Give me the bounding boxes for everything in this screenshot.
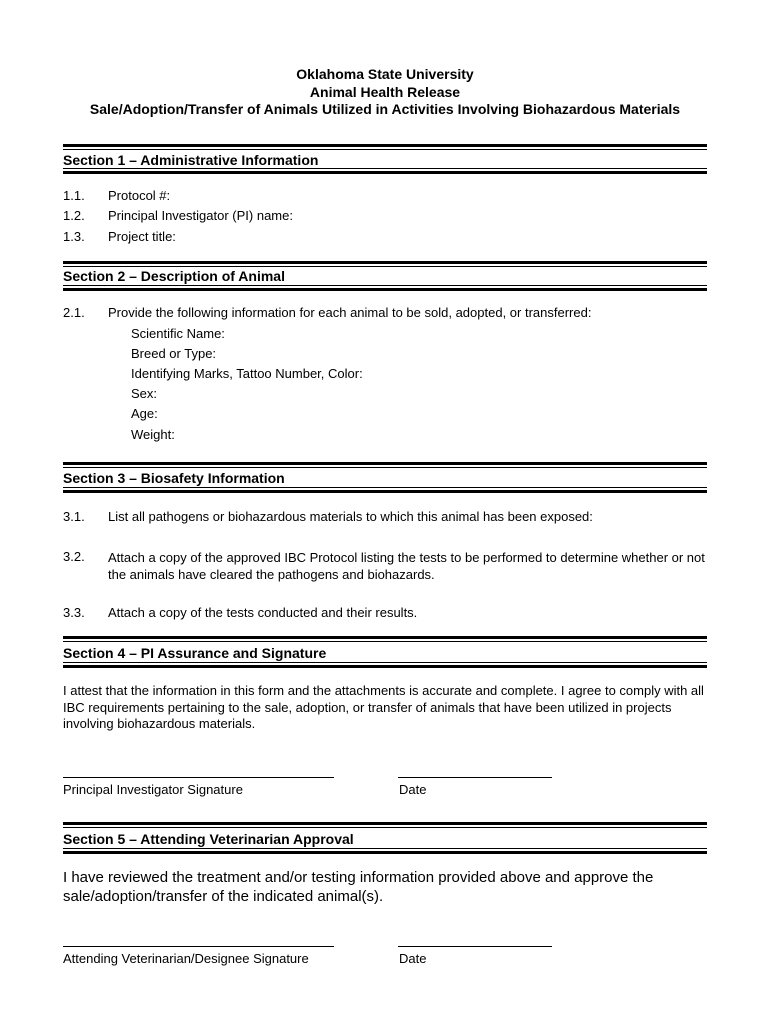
age-label: Age: — [131, 406, 158, 421]
animal-info-instruction: Provide the following information for each animal to be sold, adopted, or transferred: — [108, 305, 592, 320]
university-name: Oklahoma State University — [296, 66, 474, 82]
protocol-number-label: Protocol #: — [108, 188, 171, 203]
section-1-title: Section 1 – Administrative Information — [63, 152, 319, 168]
section-rule-bottom — [63, 171, 707, 174]
pi-date-line[interactable] — [398, 777, 552, 778]
pi-attestation-statement: I attest that the information in this form and the attachments is accurate and complete. I agree to comply with all IBC requirements pertaining to the sale, adoption, or transfer of animals that have been utilized in projects involving biohazardous materials. — [63, 683, 704, 731]
test-results-instruction: Attach a copy of the tests conducted and their results. — [108, 605, 418, 620]
vet-approval-statement: I have reviewed the treatment and/or testing information provided above and approve the sale/adoption/transfer of the indicated animal(s). — [63, 869, 654, 905]
breed-type-label: Breed or Type: — [131, 346, 217, 361]
section-rule-top — [63, 261, 707, 264]
pathogens-instruction: List all pathogens or biohazardous materials to which this animal has been exposed: — [108, 509, 593, 524]
section-rule-bottom — [63, 490, 707, 493]
form-header — [0, 66, 770, 119]
identifying-marks-label: Identifying Marks, Tattoo Number, Color: — [131, 366, 363, 381]
section-rule-top-thin — [63, 149, 707, 150]
item-number: 1.2. — [63, 208, 85, 223]
form-subtitle: Sale/Adoption/Transfer of Animals Utilized in Activities Involving Biohazardous Materials — [89, 101, 681, 117]
item-number: 1.1. — [63, 188, 85, 203]
vet-date-line[interactable] — [398, 946, 552, 947]
section-5-title: Section 5 – Attending Veterinarian Approval — [63, 831, 354, 847]
section-rule-bottom-thin — [63, 487, 707, 488]
scientific-name-label: Scientific Name: — [131, 326, 225, 341]
section-rule-top-thin — [63, 467, 707, 468]
section-rule-top — [63, 462, 707, 465]
section-2-title: Section 2 – Description of Animal — [63, 268, 285, 284]
weight-label: Weight: — [131, 427, 175, 442]
section-rule-bottom-thin — [63, 662, 707, 663]
section-rule-top-thin — [63, 641, 707, 642]
section-rule-bottom-thin — [63, 848, 707, 849]
pi-date-label: Date — [399, 782, 427, 797]
section-rule-top — [63, 636, 707, 639]
section-rule-bottom-thin — [63, 168, 707, 169]
ibc-protocol-instruction: Attach a copy of the approved IBC Protocol listing the tests to be performed to determine whether or not the animals have cleared the pathogens and biohazards. — [108, 550, 705, 582]
vet-signature-label: Attending Veterinarian/Designee Signature — [63, 951, 309, 966]
item-number: 1.3. — [63, 229, 85, 244]
section-rule-top — [63, 144, 707, 147]
section-rule-top-thin — [63, 827, 707, 828]
section-rule-top-thin — [63, 266, 707, 267]
vet-signature-line[interactable] — [63, 946, 334, 947]
section-rule-bottom — [63, 851, 707, 854]
vet-date-label: Date — [399, 951, 427, 966]
section-rule-top — [63, 822, 707, 825]
form-title: Animal Health Release — [309, 83, 461, 100]
item-number: 3.3. — [63, 605, 85, 620]
item-number: 3.1. — [63, 509, 85, 524]
section-rule-bottom-thin — [63, 285, 707, 286]
section-rule-bottom — [63, 288, 707, 291]
pi-name-label: Principal Investigator (PI) name: — [108, 208, 293, 223]
project-title-label: Project title: — [108, 229, 176, 244]
section-rule-bottom — [63, 665, 707, 668]
item-number: 3.2. — [63, 549, 85, 564]
pi-signature-label: Principal Investigator Signature — [63, 782, 243, 797]
pi-signature-line[interactable] — [63, 777, 334, 778]
sex-label: Sex: — [131, 386, 158, 401]
section-3-title: Section 3 – Biosafety Information — [63, 470, 285, 486]
item-number: 2.1. — [63, 305, 85, 320]
section-4-title: Section 4 – PI Assurance and Signature — [63, 645, 327, 661]
